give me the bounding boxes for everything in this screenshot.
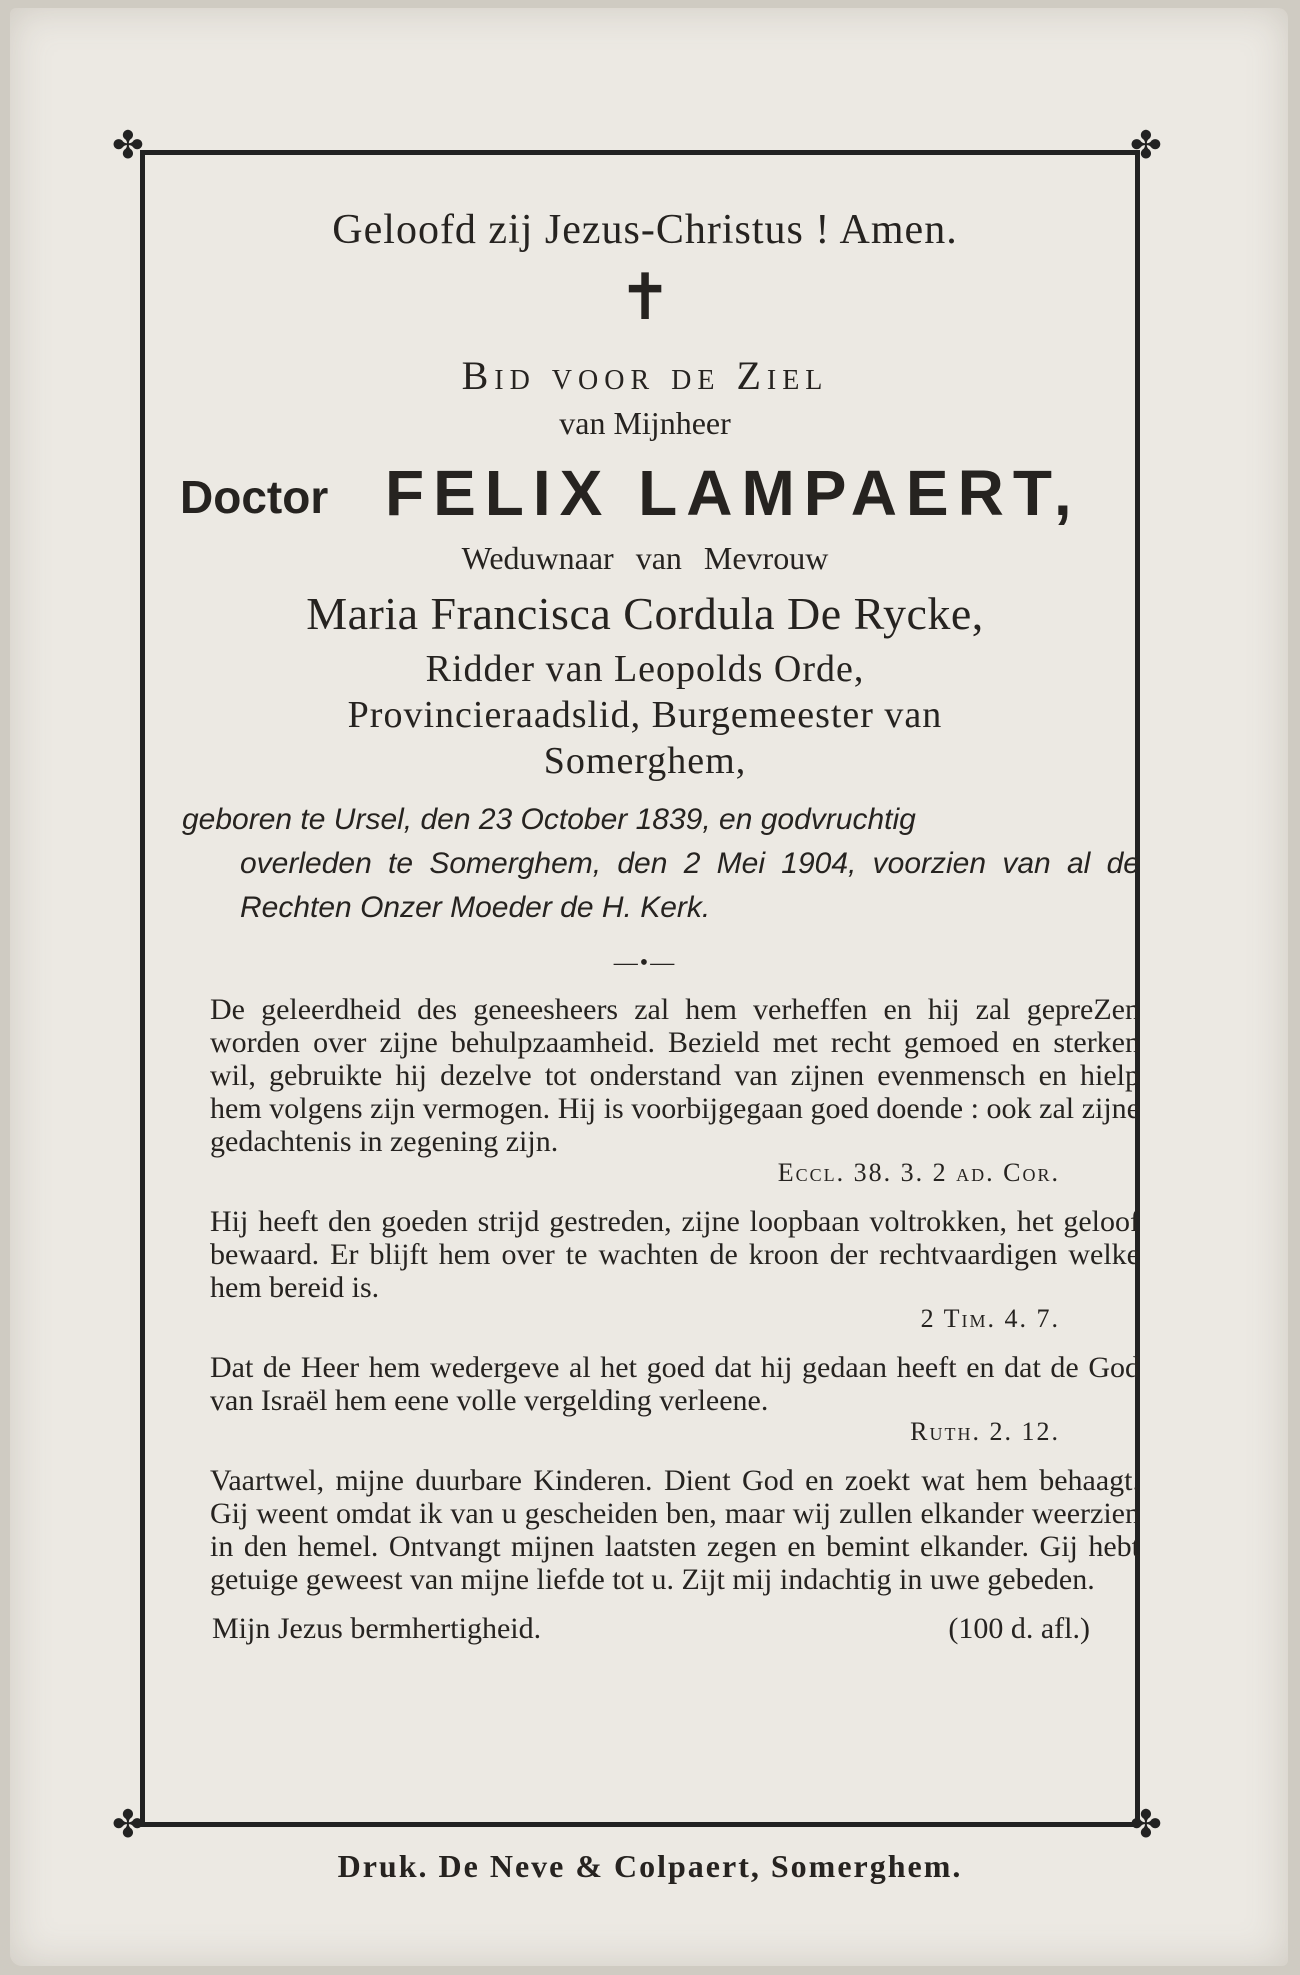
deceased-name-line xyxy=(140,456,1150,536)
deceased-name: FELIX LAMPAERT, xyxy=(385,457,1081,529)
corner-ornament-top-left: ✤ xyxy=(112,123,144,167)
frame-bottom-line xyxy=(140,1822,1140,1827)
corner-ornament-bottom-right: ✤ xyxy=(1130,1802,1162,1846)
farewell-text: Vaartwel, mijne duurbare Kinderen. Dient God en zoekt wat hem behaagt. Gij weent omdat ik van u gescheiden ben, maar wij zullen elkander weerzien in den hemel. Ontvangt mijnen laatsten zegen en bemint elkander. Gij hebt getuige geweest van mijne liefde tot u. Zijt mij indachtig in uwe gebeden. xyxy=(210,1464,1140,1596)
verse-reference: 2 Tim. 4. 7. xyxy=(920,1304,1060,1333)
verse-paragraph xyxy=(140,993,1150,1189)
biography-first-line: geboren te Ursel, den 23 October 1839, en godvruchtig xyxy=(182,803,916,836)
verse-reference: Eccl. 38. 3. 2 ad. Cor. xyxy=(777,1158,1060,1187)
card-content xyxy=(140,150,1150,1646)
title-line: Provincieraadslid, Burgemeester van xyxy=(347,694,943,736)
cross-icon: ✝ xyxy=(618,261,672,335)
wife-name: Maria Francisca Cordula De Rycke, xyxy=(306,588,984,639)
title-prefix: Doctor xyxy=(180,471,329,523)
prayer-heading: Bid voor de Ziel xyxy=(461,353,829,398)
ornamental-divider: —•— xyxy=(613,950,677,976)
van-mijnheer-line: van Mijnheer xyxy=(559,405,731,441)
verse-text: De geleerdheid des geneesheers zal hem verheffen en hij zal gepreZen worden over zijne behulpzaamheid. Bezield met recht gemoed en sterken wil, gebruikte hij dezelve tot onderstand van zijnen evenmensch en hielp hem volgens zijn vermogen. Hij is voorbijgegaan goed doende : ook zal zijne gedachtenis in zegening zijn. xyxy=(210,993,1140,1158)
verse-paragraph xyxy=(140,1205,1150,1335)
farewell-paragraph xyxy=(140,1464,1150,1596)
corner-ornament-top-right: ✤ xyxy=(1130,123,1162,167)
title-line: Somerghem, xyxy=(543,740,747,782)
closing-prayer: Mijn Jezus bermhertigheid. xyxy=(212,1612,542,1645)
closing-line xyxy=(140,1612,1150,1646)
honorary-titles xyxy=(140,646,1150,784)
invocation-line: Geloofd zij Jezus-Christus ! Amen. xyxy=(332,207,958,253)
verse-text: Dat de Heer hem wedergeve al het goed dat hij gedaan heeft en dat de God van Israël hem eene volle vergelding verleene. xyxy=(210,1351,1140,1417)
corner-ornament-bottom-left: ✤ xyxy=(112,1802,144,1846)
printer-credit: Druk. De Neve & Colpaert, Somerghem. xyxy=(337,1848,963,1884)
biography xyxy=(140,798,1150,930)
indulgence-note: (100 d. afl.) xyxy=(948,1612,1090,1645)
widow-of-line: Weduwnaar van Mevrouw xyxy=(461,540,829,576)
biography-rest: overleden te Somerghem, den 2 Mei 1904, voorzien van al de Rechten Onzer Moeder de H. Kerk. xyxy=(240,847,1140,924)
title-line: Ridder van Leopolds Orde, xyxy=(425,648,865,690)
verse-reference: Ruth. 2. 12. xyxy=(910,1417,1060,1446)
verse-text: Hij heeft den goeden strijd gestreden, zijne loopbaan voltrokken, het geloof bewaard. Er blijft hem over te wachten de kroon der rechtvaardigen welke hem bereid is. xyxy=(210,1205,1140,1304)
verse-paragraph xyxy=(140,1351,1150,1448)
